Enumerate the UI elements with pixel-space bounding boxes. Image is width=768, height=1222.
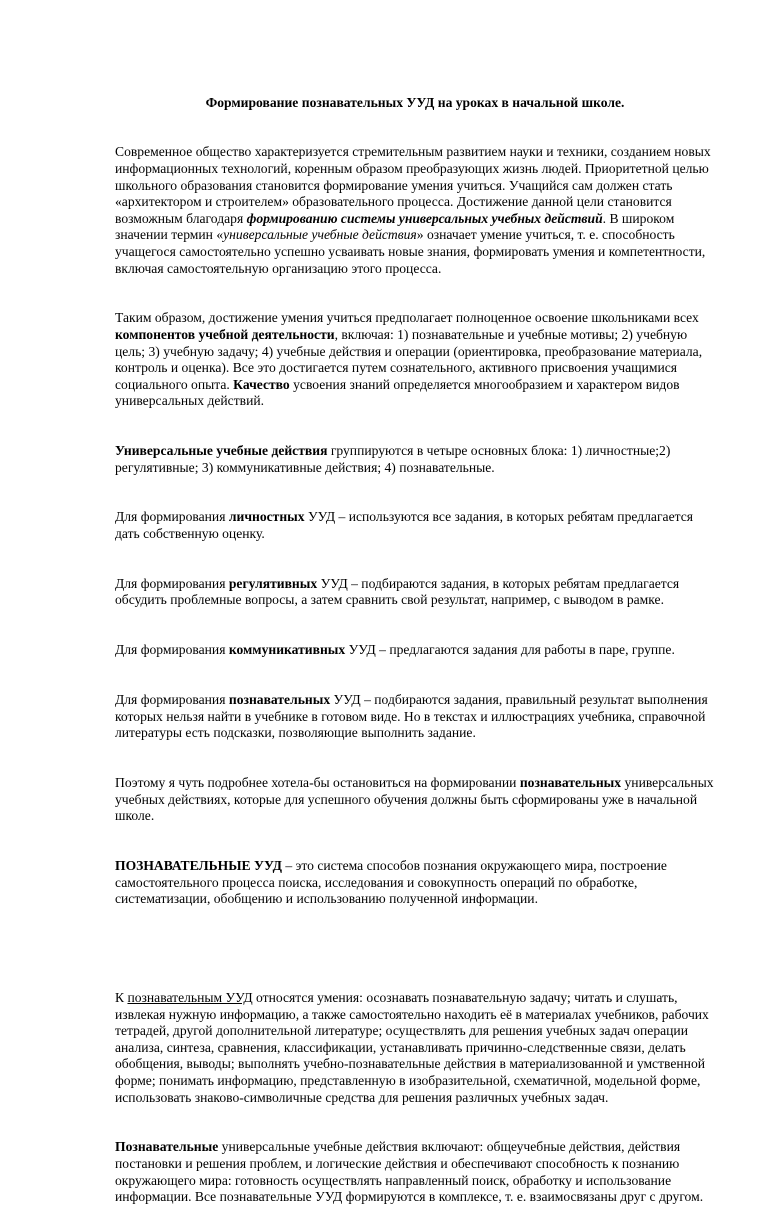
underlined-term: познавательным УУД (127, 990, 253, 1006)
paragraph-gap (115, 941, 715, 957)
text-span: Современное общество характеризуется стремительным развитием науки и техники, созданием новых информационных технологий, коренным образом преобразующих жизнь людей. Приоритетной целью школьного образования становится формирование умения учиться. Учащийся сам должен стать «архитектором и строителем» образовательного процесса. Достижение данной цели становится возможным благодаря (115, 144, 711, 226)
text-span: Таким образом, достижение умения учиться предполагает полноценное освоение школьниками всех (115, 310, 699, 326)
text-span: УУД – подбираются задания, правильный результат выполнения которых нельзя найти в учебнике в готовом виде. Но в текстах и иллюстрациях учебника, справочной литературы есть подсказки, позволяющие выполнить задание. (115, 691, 708, 741)
paragraph-focus (115, 775, 715, 825)
text-span: К (115, 990, 128, 1006)
text-span: универсальные учебные действия включают: общеучебные действия, действия постановки и решения проблем, и логические действия и обеспечивают способность к познанию окружающего мира: готовность осуществлять направленный поиск, обработку и использование информации. Все познавательные УУД формируются в комплексе, т. е. взаимосвязаны друг с другом. (115, 1139, 704, 1205)
text-span: универсальных учебных действиях, которые для успешного обучения должны быть сформированы уже в начальной школе. (115, 774, 714, 824)
paragraph-cognitive (115, 692, 715, 742)
paragraph-definition (115, 858, 715, 908)
paragraph-skills (115, 990, 715, 1106)
text-span: Для формирования (115, 691, 229, 707)
text-span: – это система способов познания окружающего мира, построение самостоятельного процесса поиска, исследования и совокупность операций по обработке, систематизации, обобщению и использованию полученной информации. (115, 857, 667, 907)
paragraph-regulative (115, 576, 715, 609)
text-span: Поэтому я чуть подробнее хотела-бы остановиться на формировании (115, 774, 520, 790)
paragraph-summary (115, 1139, 715, 1205)
text-span: Для формирования (115, 642, 229, 658)
bold-term: Универсальные учебные действия (115, 443, 328, 459)
bold-term: познавательных (519, 774, 622, 790)
paragraph-components (115, 310, 715, 410)
text-span: , включая: 1) познавательные и учебные мотивы; 2) учебную цель; 3) учебную задачу; 4) учебные действия и операции (ориентировка, преобразование материала, контроль и оценка). Все это достигается путем сознательного, активного присвоения учащимися социального опыта. (115, 326, 703, 392)
text-span: УУД – подбираются задания, в которых ребятам предлагается обсудить проблемные вопросы, а затем сравнить свой результат, например, с выводом в рамке. (115, 575, 680, 608)
bold-term: Качество (233, 376, 290, 392)
text-span: УУД – используются все задания, в которых ребятам предлагается дать собственную оценку. (115, 509, 694, 542)
text-span: УУД – предлагаются задания для работы в паре, группе. (345, 642, 675, 658)
bold-term: коммуникативных (228, 642, 346, 658)
paragraph-communicative (115, 642, 715, 659)
bold-term: Познавательные (115, 1139, 219, 1155)
bold-term: ПОЗНАВАТЕЛЬНЫЕ УУД (115, 857, 282, 873)
paragraph-intro (115, 144, 715, 277)
bold-term: регулятивных (228, 575, 318, 591)
text-span: » означает умение учиться, т. е. способность учащегося самостоятельно успешно усваивать новые знания, формировать умения и компетентности, включая самостоятельную организацию этого процесса. (115, 227, 706, 276)
text-span: Для формирования (115, 509, 229, 525)
bold-term: личностных (228, 509, 305, 525)
italic-term: универсальные учебные действия (223, 227, 417, 243)
text-span: группируются в четыре основных блока: 1) личностные;2) регулятивные; 3) коммуникативные действия; 4) познавательные. (115, 443, 671, 475)
emphasis-span: формированию системы универсальных учебных действий (246, 210, 603, 226)
paragraph-personal (115, 509, 715, 542)
text-span: Для формирования (115, 575, 229, 591)
bold-term: познавательных (228, 691, 331, 707)
text-span: относятся умения: осознавать познавательную задачу; читать и слушать, извлекая нужную информацию, а также самостоятельно находить её в материалах учебников, рабочих тетрадей, другой дополнительной литературе; осуществлять для решения учебных задач операции анализа, синтеза, сравнения, классификации, устанавливать причинно-следственные связи, делать обобщения, выводы; выполнять учебно-познавательные действия в материализованной и умственной форме; понимать информацию, представленную в изобразительной, схематичной, модельной форме, использовать знаково-символичные средства для решения различных учебных задач. (115, 990, 709, 1105)
document-title: Формирование познавательных УУД на уроках в начальной школе. (205, 94, 625, 110)
paragraph-blocks (115, 443, 715, 476)
text-span: . В широком значении термин « (115, 210, 675, 243)
document-page (115, 78, 715, 1222)
bold-term: компонентов учебной деятельности (115, 326, 335, 342)
text-span: усвоения знаний определяется многообразием и характером видов универсальных действий. (115, 376, 680, 409)
